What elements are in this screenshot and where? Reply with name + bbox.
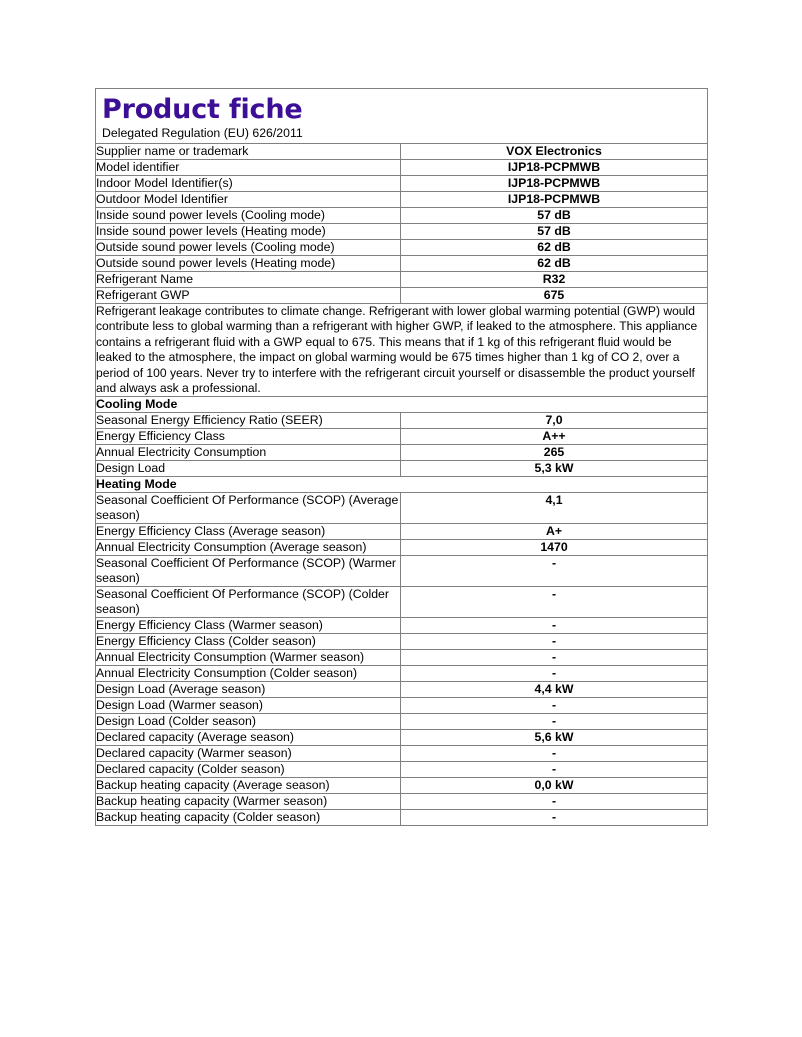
table-row bbox=[96, 224, 708, 240]
heating-mode-section-title: Heating Mode bbox=[96, 477, 708, 493]
row-value: 1470 bbox=[401, 540, 708, 556]
table-row bbox=[96, 524, 708, 540]
table-row bbox=[96, 810, 708, 826]
row-label: Declared capacity (Colder season) bbox=[96, 762, 401, 778]
table-row bbox=[96, 160, 708, 176]
row-value: 5,6 kW bbox=[401, 730, 708, 746]
row-value: IJP18-PCPMWB bbox=[401, 192, 708, 208]
cooling-mode-section-title: Cooling Mode bbox=[96, 397, 708, 413]
subtitle-row bbox=[96, 125, 708, 144]
section-header-row bbox=[96, 397, 708, 413]
refrigerant-notice-row bbox=[96, 304, 708, 397]
row-value: A+ bbox=[401, 524, 708, 540]
regulation-reference: Delegated Regulation (EU) 626/2011 bbox=[102, 126, 303, 140]
row-value: IJP18-PCPMWB bbox=[401, 160, 708, 176]
row-label: Energy Efficiency Class (Average season) bbox=[96, 524, 401, 540]
table-row bbox=[96, 650, 708, 666]
row-value: 62 dB bbox=[401, 240, 708, 256]
row-label: Annual Electricity Consumption bbox=[96, 445, 401, 461]
row-value: - bbox=[401, 666, 708, 682]
row-value: 62 dB bbox=[401, 256, 708, 272]
row-value: - bbox=[401, 650, 708, 666]
row-label: Annual Electricity Consumption (Average season) bbox=[96, 540, 401, 556]
row-value: R32 bbox=[401, 272, 708, 288]
table-row bbox=[96, 556, 708, 587]
table-row bbox=[96, 682, 708, 698]
row-value: A++ bbox=[401, 429, 708, 445]
row-label: Design Load (Colder season) bbox=[96, 714, 401, 730]
section-header-row bbox=[96, 477, 708, 493]
table-row bbox=[96, 794, 708, 810]
table-row bbox=[96, 540, 708, 556]
row-label: Indoor Model Identifier(s) bbox=[96, 176, 401, 192]
table-row bbox=[96, 288, 708, 304]
table-row bbox=[96, 192, 708, 208]
row-label: Declared capacity (Warmer season) bbox=[96, 746, 401, 762]
table-row bbox=[96, 762, 708, 778]
row-value: - bbox=[401, 556, 708, 587]
title-cell bbox=[96, 89, 708, 126]
row-label: Outdoor Model Identifier bbox=[96, 192, 401, 208]
row-label: Backup heating capacity (Average season) bbox=[96, 778, 401, 794]
title-row bbox=[96, 89, 708, 126]
row-label: Backup heating capacity (Colder season) bbox=[96, 810, 401, 826]
table-row bbox=[96, 714, 708, 730]
row-label: Declared capacity (Average season) bbox=[96, 730, 401, 746]
row-value: - bbox=[401, 794, 708, 810]
row-label: Design Load (Average season) bbox=[96, 682, 401, 698]
row-value: IJP18-PCPMWB bbox=[401, 176, 708, 192]
table-row bbox=[96, 730, 708, 746]
row-label: Outside sound power levels (Cooling mode) bbox=[96, 240, 401, 256]
row-label: Energy Efficiency Class bbox=[96, 429, 401, 445]
table-row bbox=[96, 461, 708, 477]
table-row bbox=[96, 493, 708, 524]
row-value: - bbox=[401, 714, 708, 730]
row-label: Inside sound power levels (Cooling mode) bbox=[96, 208, 401, 224]
table-row bbox=[96, 634, 708, 650]
table-row bbox=[96, 176, 708, 192]
row-value: 0,0 kW bbox=[401, 778, 708, 794]
row-label: Refrigerant GWP bbox=[96, 288, 401, 304]
table-row bbox=[96, 698, 708, 714]
row-value: 4,1 bbox=[401, 493, 708, 524]
row-value: 57 dB bbox=[401, 224, 708, 240]
row-label: Design Load bbox=[96, 461, 401, 477]
row-label: Outside sound power levels (Heating mode) bbox=[96, 256, 401, 272]
row-value: - bbox=[401, 698, 708, 714]
row-value: 7,0 bbox=[401, 413, 708, 429]
row-value: - bbox=[401, 746, 708, 762]
row-value: 4,4 kW bbox=[401, 682, 708, 698]
row-label: Seasonal Energy Efficiency Ratio (SEER) bbox=[96, 413, 401, 429]
row-label: Backup heating capacity (Warmer season) bbox=[96, 794, 401, 810]
table-row bbox=[96, 618, 708, 634]
row-value: - bbox=[401, 634, 708, 650]
table-row bbox=[96, 240, 708, 256]
table-row bbox=[96, 778, 708, 794]
row-value: - bbox=[401, 762, 708, 778]
table-row bbox=[96, 413, 708, 429]
row-label: Energy Efficiency Class (Warmer season) bbox=[96, 618, 401, 634]
row-label: Model identifier bbox=[96, 160, 401, 176]
table-row bbox=[96, 272, 708, 288]
row-label: Seasonal Coefficient Of Performance (SCOP) (Warmer season) bbox=[96, 556, 401, 587]
table-row bbox=[96, 746, 708, 762]
row-value: 675 bbox=[401, 288, 708, 304]
row-label: Inside sound power levels (Heating mode) bbox=[96, 224, 401, 240]
fiche-table-body bbox=[96, 89, 708, 826]
row-label: Seasonal Coefficient Of Performance (SCOP) (Average season) bbox=[96, 493, 401, 524]
refrigerant-notice-paragraph: Refrigerant leakage contributes to climate change. Refrigerant with lower global warming potential (GWP) would contribute less to global warming than a refrigerant with higher GWP, if leaked to the atmosphere. This appliance contains a refrigerant fluid with a GWP equal to 675. This means that if 1 kg of this refrigerant fluid would be leaked to the atmosphere, the impact on global warming would be 675 times higher than 1 kg of CO 2, over a period of 100 years. Never try to interfere with the refrigerant circuit yourself or disassemble the product yourself and always ask a professional. bbox=[96, 304, 698, 396]
table-row bbox=[96, 445, 708, 461]
row-value: 5,3 kW bbox=[401, 461, 708, 477]
row-value: 57 dB bbox=[401, 208, 708, 224]
row-value: 265 bbox=[401, 445, 708, 461]
table-row bbox=[96, 208, 708, 224]
table-row bbox=[96, 256, 708, 272]
row-label: Annual Electricity Consumption (Colder season) bbox=[96, 666, 401, 682]
page-title: Product fiche bbox=[102, 94, 303, 125]
row-label: Design Load (Warmer season) bbox=[96, 698, 401, 714]
row-value: - bbox=[401, 587, 708, 618]
row-label: Annual Electricity Consumption (Warmer season) bbox=[96, 650, 401, 666]
row-label: Energy Efficiency Class (Colder season) bbox=[96, 634, 401, 650]
row-value: - bbox=[401, 618, 708, 634]
row-value: VOX Electronics bbox=[401, 144, 708, 160]
table-row bbox=[96, 429, 708, 445]
table-row bbox=[96, 587, 708, 618]
table-row bbox=[96, 666, 708, 682]
row-label: Refrigerant Name bbox=[96, 272, 401, 288]
row-value: - bbox=[401, 810, 708, 826]
refrigerant-notice-text bbox=[96, 304, 708, 397]
product-fiche-table bbox=[95, 88, 708, 826]
row-label: Seasonal Coefficient Of Performance (SCOP) (Colder season) bbox=[96, 587, 401, 618]
row-label: Supplier name or trademark bbox=[96, 144, 401, 160]
table-row bbox=[96, 144, 708, 160]
subtitle-cell bbox=[96, 125, 708, 144]
